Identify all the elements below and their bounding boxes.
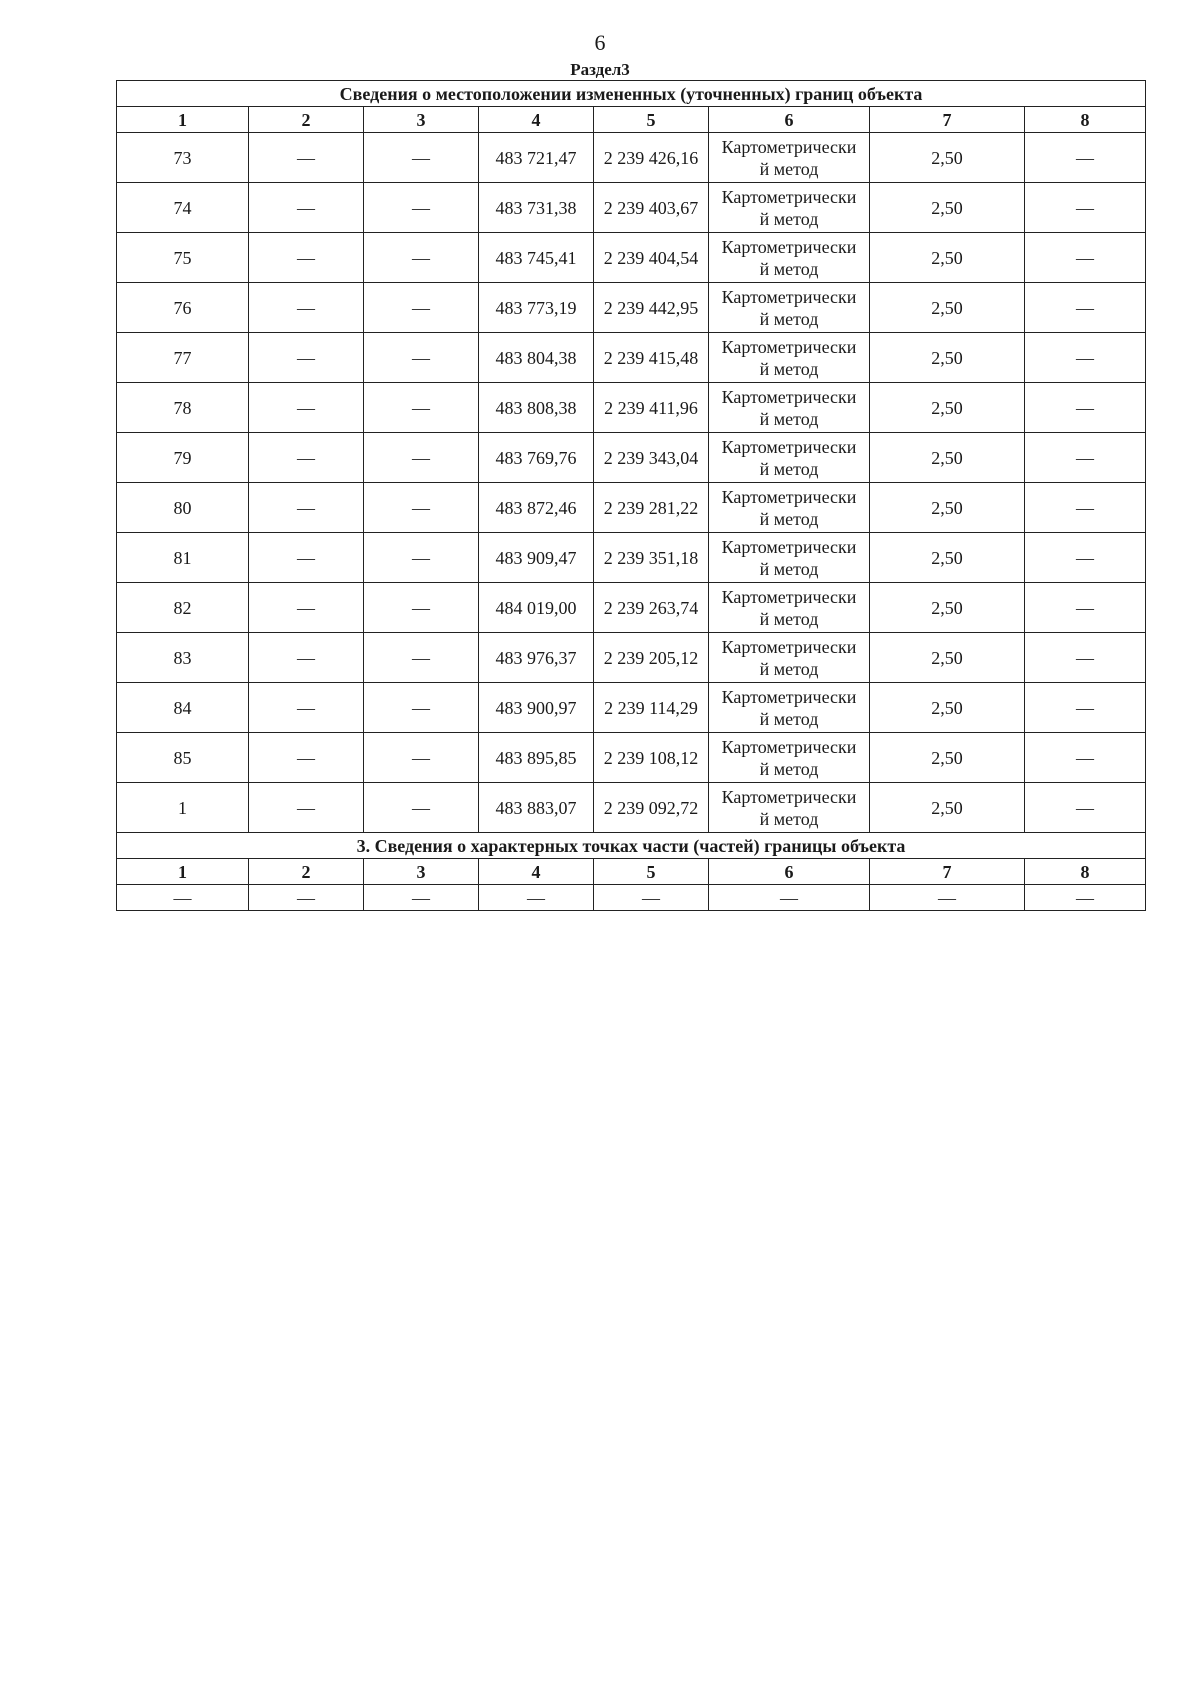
table-cell: 2,50 bbox=[870, 583, 1025, 633]
column-header: 3 bbox=[364, 107, 479, 133]
column-header: 4 bbox=[479, 107, 594, 133]
method-text-line: Картометрически bbox=[721, 286, 857, 307]
table-cell: — bbox=[364, 583, 479, 633]
method-cell bbox=[709, 383, 870, 433]
table-cell: — bbox=[364, 483, 479, 533]
table-cell: 483 872,46 bbox=[479, 483, 594, 533]
column-header: 2 bbox=[249, 859, 364, 885]
table-cell: — bbox=[249, 633, 364, 683]
table-cell: 2,50 bbox=[870, 283, 1025, 333]
table-cell: — bbox=[1025, 483, 1146, 533]
method-text-line: Картометрически bbox=[721, 236, 857, 257]
table-cell: 2 239 404,54 bbox=[594, 233, 709, 283]
table-cell: 484 019,00 bbox=[479, 583, 594, 633]
table-cell: 2,50 bbox=[870, 633, 1025, 683]
table-cell: 483 900,97 bbox=[479, 683, 594, 733]
table-cell: 2 239 343,04 bbox=[594, 433, 709, 483]
table-cell: — bbox=[249, 683, 364, 733]
table-cell: — bbox=[364, 683, 479, 733]
table-cell: — bbox=[364, 183, 479, 233]
table-row bbox=[117, 433, 1146, 483]
table-cell: — bbox=[1025, 233, 1146, 283]
method-text-line: Картометрически bbox=[721, 486, 857, 507]
method-text-line: й метод bbox=[759, 308, 819, 329]
table-cell: 483 883,07 bbox=[479, 783, 594, 833]
table-cell: 76 bbox=[117, 283, 249, 333]
table-cell: — bbox=[1025, 183, 1146, 233]
table-cell: — bbox=[1025, 333, 1146, 383]
method-cell bbox=[709, 283, 870, 333]
column-header: 2 bbox=[249, 107, 364, 133]
table-cell: 483 745,41 bbox=[479, 233, 594, 283]
table-row bbox=[117, 133, 1146, 183]
method-text-line: Картометрически bbox=[721, 736, 857, 757]
table-cell: 2 239 411,96 bbox=[594, 383, 709, 433]
table-cell: — bbox=[249, 483, 364, 533]
table-cell: — bbox=[117, 885, 249, 911]
table-cell: 80 bbox=[117, 483, 249, 533]
table-cell: — bbox=[364, 233, 479, 283]
table-cell: 483 773,19 bbox=[479, 283, 594, 333]
section-title: Раздел3 bbox=[570, 60, 630, 79]
table-cell: — bbox=[709, 885, 870, 911]
column-header: 6 bbox=[709, 859, 870, 885]
method-text-line: й метод bbox=[759, 758, 819, 779]
table-cell: 483 731,38 bbox=[479, 183, 594, 233]
method-text-line: й метод bbox=[759, 458, 819, 479]
table-row bbox=[117, 783, 1146, 833]
method-text-line: й метод bbox=[759, 158, 819, 179]
table-cell: 78 bbox=[117, 383, 249, 433]
table2-caption: 3. Сведения о характерных точках части (частей) границы объекта bbox=[117, 833, 1146, 859]
column-header: 8 bbox=[1025, 107, 1146, 133]
table-row bbox=[117, 383, 1146, 433]
table-cell: 483 721,47 bbox=[479, 133, 594, 183]
table-cell: — bbox=[594, 885, 709, 911]
table1-caption-row bbox=[117, 81, 1146, 107]
table-cell: 483 895,85 bbox=[479, 733, 594, 783]
table-cell: — bbox=[364, 383, 479, 433]
table-cell: 2 239 351,18 bbox=[594, 533, 709, 583]
method-text-line: й метод bbox=[759, 658, 819, 679]
method-text-line: й метод bbox=[759, 258, 819, 279]
column-header: 5 bbox=[594, 859, 709, 885]
method-text-line: Картометрически bbox=[721, 336, 857, 357]
table-cell: — bbox=[364, 733, 479, 783]
table-cell: 79 bbox=[117, 433, 249, 483]
table-row bbox=[117, 483, 1146, 533]
table-cell: 483 976,37 bbox=[479, 633, 594, 683]
table-cell: — bbox=[1025, 433, 1146, 483]
table-cell: 81 bbox=[117, 533, 249, 583]
table-body bbox=[117, 81, 1146, 911]
column-header: 4 bbox=[479, 859, 594, 885]
method-text-line: Картометрически bbox=[721, 636, 857, 657]
column-header: 7 bbox=[870, 859, 1025, 885]
table-cell: 2,50 bbox=[870, 433, 1025, 483]
table-cell: — bbox=[249, 783, 364, 833]
table-cell: — bbox=[364, 283, 479, 333]
table-row bbox=[117, 683, 1146, 733]
table-cell: — bbox=[249, 283, 364, 333]
table-row bbox=[117, 733, 1146, 783]
table-cell: — bbox=[1025, 783, 1146, 833]
method-cell bbox=[709, 533, 870, 583]
table-cell: 2,50 bbox=[870, 533, 1025, 583]
table-cell: 483 804,38 bbox=[479, 333, 594, 383]
table1-header-row bbox=[117, 107, 1146, 133]
table-cell: 2 239 108,12 bbox=[594, 733, 709, 783]
table-cell: 2 239 205,12 bbox=[594, 633, 709, 683]
method-text-line: Картометрически bbox=[721, 536, 857, 557]
method-text-line: Картометрически bbox=[721, 786, 857, 807]
table-cell: — bbox=[364, 533, 479, 583]
table-cell: 2,50 bbox=[870, 783, 1025, 833]
table-cell: — bbox=[1025, 583, 1146, 633]
table-cell: 2,50 bbox=[870, 133, 1025, 183]
table-cell: 2,50 bbox=[870, 233, 1025, 283]
table-row bbox=[117, 633, 1146, 683]
table-cell: 2 239 442,95 bbox=[594, 283, 709, 333]
table-cell: 483 808,38 bbox=[479, 383, 594, 433]
table-cell: — bbox=[1025, 133, 1146, 183]
page-number: 6 bbox=[594, 30, 606, 55]
table-row bbox=[117, 333, 1146, 383]
column-header: 6 bbox=[709, 107, 870, 133]
table-cell: 84 bbox=[117, 683, 249, 733]
table-cell: 74 bbox=[117, 183, 249, 233]
table-cell: — bbox=[249, 583, 364, 633]
table-row bbox=[117, 183, 1146, 233]
table-cell: 2,50 bbox=[870, 483, 1025, 533]
method-text-line: й метод bbox=[759, 808, 819, 829]
table-cell: — bbox=[1025, 283, 1146, 333]
column-header: 8 bbox=[1025, 859, 1146, 885]
method-text-line: Картометрически bbox=[721, 686, 857, 707]
method-text-line: Картометрически bbox=[721, 586, 857, 607]
table-cell: 2 239 281,22 bbox=[594, 483, 709, 533]
table-cell: 2 239 114,29 bbox=[594, 683, 709, 733]
table-cell: — bbox=[364, 433, 479, 483]
method-cell bbox=[709, 483, 870, 533]
table-cell: — bbox=[364, 633, 479, 683]
table-cell: 2 239 403,67 bbox=[594, 183, 709, 233]
table-cell: — bbox=[364, 333, 479, 383]
table-cell: — bbox=[364, 885, 479, 911]
table-cell: 85 bbox=[117, 733, 249, 783]
table-row bbox=[117, 583, 1146, 633]
table-cell: — bbox=[364, 783, 479, 833]
method-cell bbox=[709, 783, 870, 833]
table-cell: 75 bbox=[117, 233, 249, 283]
table-cell: — bbox=[249, 133, 364, 183]
table-row bbox=[117, 885, 1146, 911]
table-cell: 2 239 426,16 bbox=[594, 133, 709, 183]
table-cell: 82 bbox=[117, 583, 249, 633]
table1-caption: Сведения о местоположении измененных (уточненных) границ объекта bbox=[117, 81, 1146, 107]
method-cell bbox=[709, 183, 870, 233]
column-header: 1 bbox=[117, 107, 249, 133]
table-row bbox=[117, 233, 1146, 283]
method-text-line: Картометрически bbox=[721, 436, 857, 457]
table-cell: — bbox=[249, 733, 364, 783]
method-text-line: й метод bbox=[759, 358, 819, 379]
column-header: 1 bbox=[117, 859, 249, 885]
table-cell: — bbox=[249, 533, 364, 583]
table-cell: — bbox=[249, 383, 364, 433]
method-text-line: й метод bbox=[759, 558, 819, 579]
table-cell: 77 bbox=[117, 333, 249, 383]
boundary-points-table bbox=[116, 80, 1146, 911]
table-cell: 483 769,76 bbox=[479, 433, 594, 483]
method-cell bbox=[709, 633, 870, 683]
method-text-line: й метод bbox=[759, 608, 819, 629]
method-text-line: Картометрически bbox=[721, 186, 857, 207]
method-cell bbox=[709, 433, 870, 483]
table-cell: 483 909,47 bbox=[479, 533, 594, 583]
table-cell: — bbox=[1025, 885, 1146, 911]
table-cell: 2 239 415,48 bbox=[594, 333, 709, 383]
column-header: 5 bbox=[594, 107, 709, 133]
table-cell: — bbox=[249, 333, 364, 383]
method-text-line: Картометрически bbox=[721, 386, 857, 407]
table-cell: 2,50 bbox=[870, 733, 1025, 783]
table-cell: — bbox=[1025, 533, 1146, 583]
table2-caption-row bbox=[117, 833, 1146, 859]
table-cell: 83 bbox=[117, 633, 249, 683]
table-cell: 2 239 092,72 bbox=[594, 783, 709, 833]
table-cell: 2,50 bbox=[870, 683, 1025, 733]
method-text-line: й метод bbox=[759, 708, 819, 729]
table-cell: — bbox=[1025, 683, 1146, 733]
method-cell bbox=[709, 683, 870, 733]
table-cell: 2,50 bbox=[870, 333, 1025, 383]
method-cell bbox=[709, 233, 870, 283]
column-header: 3 bbox=[364, 859, 479, 885]
table-cell: — bbox=[249, 233, 364, 283]
table-cell: 73 bbox=[117, 133, 249, 183]
table2-header-row bbox=[117, 859, 1146, 885]
table-cell: — bbox=[870, 885, 1025, 911]
table-cell: — bbox=[1025, 733, 1146, 783]
method-text-line: й метод bbox=[759, 208, 819, 229]
table-cell: 2 239 263,74 bbox=[594, 583, 709, 633]
method-text-line: й метод bbox=[759, 508, 819, 529]
table-row bbox=[117, 283, 1146, 333]
table-cell: 2,50 bbox=[870, 183, 1025, 233]
method-cell bbox=[709, 133, 870, 183]
table-cell: — bbox=[479, 885, 594, 911]
method-cell bbox=[709, 733, 870, 783]
table-row bbox=[117, 533, 1146, 583]
table-cell: — bbox=[249, 885, 364, 911]
table-cell: — bbox=[1025, 383, 1146, 433]
method-cell bbox=[709, 583, 870, 633]
table-cell: — bbox=[364, 133, 479, 183]
table-cell: — bbox=[249, 183, 364, 233]
table-cell: — bbox=[1025, 633, 1146, 683]
method-text-line: Картометрически bbox=[721, 136, 857, 157]
column-header: 7 bbox=[870, 107, 1025, 133]
method-cell bbox=[709, 333, 870, 383]
method-text-line: й метод bbox=[759, 408, 819, 429]
table-cell: — bbox=[249, 433, 364, 483]
table-cell: 2,50 bbox=[870, 383, 1025, 433]
table-cell: 1 bbox=[117, 783, 249, 833]
